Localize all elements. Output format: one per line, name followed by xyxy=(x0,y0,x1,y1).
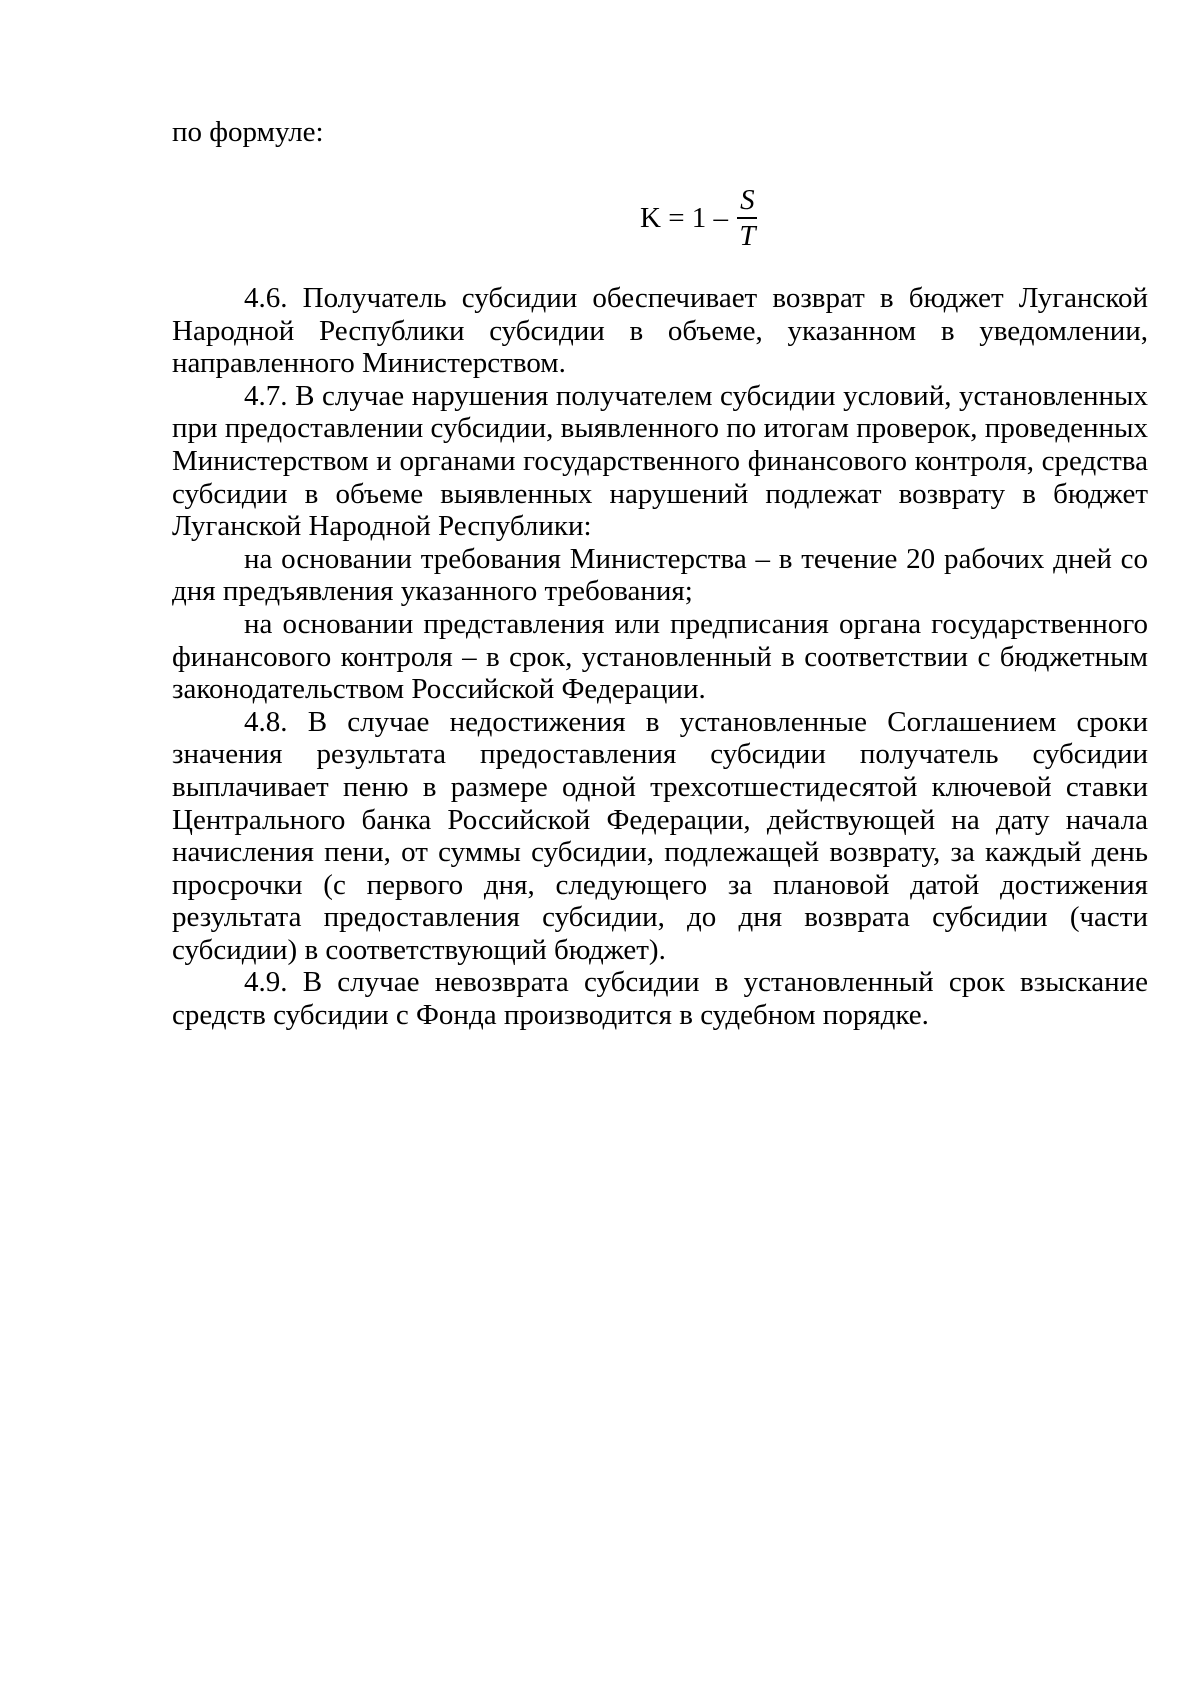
paragraph-4-6: 4.6. Получатель субсидии обеспечивает возврат в бюджет Луганской Народной Республики субсидии в объеме, указанном в уведомлении, направленного Министерством. xyxy=(172,282,1148,380)
paragraph-4-9: 4.9. В случае невозврата субсидии в установленный срок взыскание средств субсидии с Фонда производится в судебном порядке. xyxy=(172,966,1148,1032)
paragraph-4-7: 4.7. В случае нарушения получателем субсидии условий, установленных при предоставлении субсидии, выявленного по итогам проверок, проведенных Министерством и органами государственного финансового контроля, средства субсидии в объеме выявленных нарушений подлежат возврату в бюджет Луганской Народной Республики: xyxy=(172,379,1148,543)
paragraph-4-7-item-1: на основании требования Министерства – в течение 20 рабочих дней со дня предъявления указанного требования; xyxy=(172,542,1148,608)
formula-fraction xyxy=(737,183,757,253)
formula-lhs: K = 1 – xyxy=(640,201,736,234)
formula-denominator: T xyxy=(739,220,756,252)
paragraph-4-7-item-2: на основании представления или предписания органа государственного финансового контроля – в срок, установленный в соответствии с бюджетным законодательством Российской Федерации. xyxy=(172,607,1148,706)
body-text xyxy=(172,282,1148,1032)
paragraph-4-8: 4.8. В случае недостижения в установленные Соглашением сроки значения результата предоставления субсидии получатель субсидии выплачивает пеню в размере одной трехсотшестидесятой ключевой ставки Центрального банка Российской Федерации, действующей на дату начала начисления пени, от суммы субсидии, подлежащей возврату, за каждый день просрочки (с первого дня, следующего за плановой датой достижения результата предоставления субсидии, до дня возврата субсидии (части субсидии) в соответствующий бюджет). xyxy=(172,705,1148,966)
formula xyxy=(640,178,757,258)
intro-text: по формуле: xyxy=(172,116,324,148)
formula-numerator: S xyxy=(740,184,755,216)
